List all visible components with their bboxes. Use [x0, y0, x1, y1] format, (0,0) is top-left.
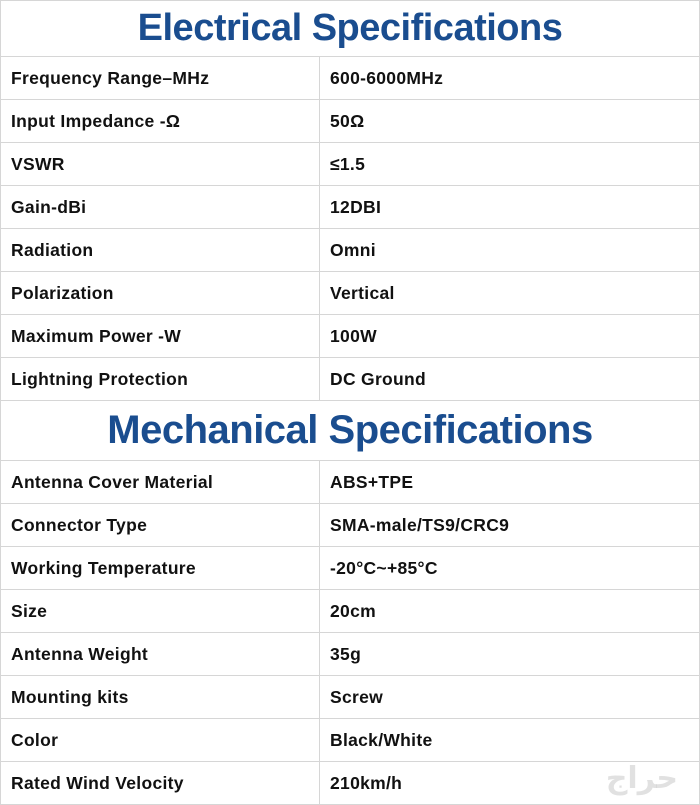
table-row [1, 676, 699, 719]
spec-value: 600-6000MHz [330, 67, 444, 88]
spec-value: 20cm [320, 590, 700, 633]
spec-param: Frequency Range–MHz [1, 57, 320, 100]
table-row [1, 100, 699, 143]
table-row [1, 719, 699, 762]
table-row [1, 461, 699, 504]
spec-value: Omni [320, 229, 700, 272]
spec-value: Screw [320, 676, 700, 719]
table-row [1, 504, 699, 547]
table-row [1, 590, 699, 633]
table-row [1, 229, 699, 272]
spec-param: Gain-dBi [1, 186, 320, 229]
spec-value: 50Ω [320, 100, 700, 143]
watermark-logo: حراج [605, 761, 678, 796]
spec-value: 210km/h [320, 762, 700, 805]
table-row [1, 143, 699, 186]
table-row [1, 633, 699, 676]
electrical-section-title: Electrical Specifications [1, 1, 699, 57]
electrical-spec-table [1, 57, 699, 400]
table-row [1, 315, 699, 358]
table-row [1, 358, 699, 401]
spec-param: Working Temperature [1, 547, 320, 590]
spec-param: VSWR [1, 143, 320, 186]
spec-param: Input Impedance -Ω [1, 100, 320, 143]
spec-value: -20°C~+85°C [320, 547, 700, 590]
spec-param: Lightning Protection [1, 358, 320, 401]
spec-value: DC Ground [320, 358, 700, 401]
spec-param: Color [1, 719, 320, 762]
table-row [1, 762, 699, 805]
table-row [1, 57, 699, 100]
table-row [1, 272, 699, 315]
spec-param: Radiation [1, 229, 320, 272]
spec-value: Black/White [320, 719, 700, 762]
spec-param: Antenna Weight [1, 633, 320, 676]
mechanical-spec-table [1, 461, 699, 804]
spec-param: Connector Type [1, 504, 320, 547]
spec-value: SMA-male/TS9/CRC9 [320, 504, 700, 547]
spec-value: 35g [320, 633, 700, 676]
spec-value: Vertical [320, 272, 700, 315]
spec-param: Size [1, 590, 320, 633]
spec-value: 12DBI [320, 186, 700, 229]
table-row [1, 547, 699, 590]
spec-value: ABS+TPE [330, 471, 414, 492]
spec-param: Rated Wind Velocity [1, 762, 320, 805]
table-row [1, 186, 699, 229]
spec-value: 100W [320, 315, 700, 358]
mechanical-section-title: Mechanical Specifications [1, 401, 699, 461]
spec-param: Maximum Power -W [1, 315, 320, 358]
spec-value: ≤1.5 [320, 143, 700, 186]
spec-param: Mounting kits [1, 676, 320, 719]
spec-param: Antenna Cover Material [1, 461, 320, 504]
spec-param: Polarization [1, 272, 320, 315]
